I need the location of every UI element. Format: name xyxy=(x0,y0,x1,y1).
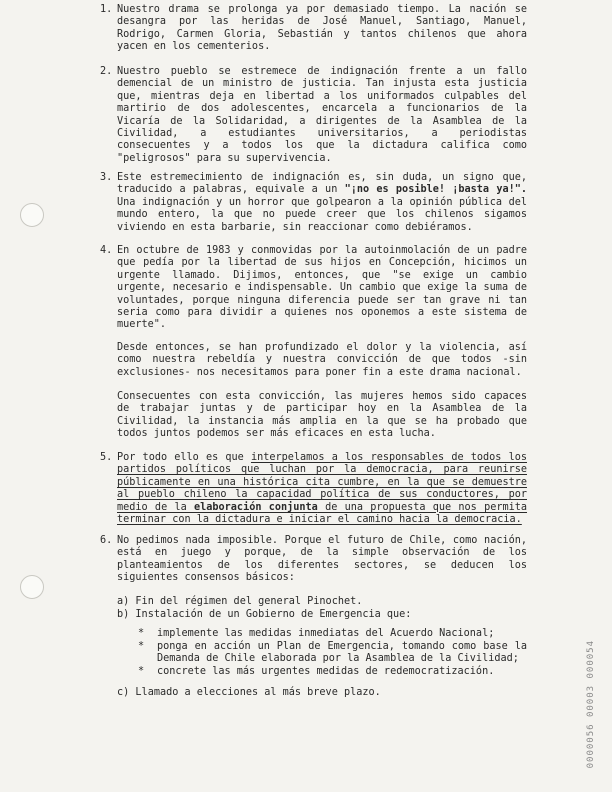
bullet-star-1: * xyxy=(138,628,145,639)
paragraph-3 xyxy=(117,172,527,234)
consenso-b-text: Instalación de un Gobierno de Emergencia que: xyxy=(135,609,412,620)
consenso-b-label: b) xyxy=(117,609,130,620)
paragraph-6: No pedimos nada imposible. Porque el futuro de Chile, como nación, está en juego y porque, de la simple observación de los planteamientos de los diferentes sectores, se deducen los siguientes consensos básicos: xyxy=(117,535,527,584)
bullet-star-2: * xyxy=(138,641,145,652)
paragraph-2: Nuestro pueblo se estremece de indignación frente a un fallo demencial de un ministro de justicia. Tan injusta esta justicia que, mientras deja en libertad a los uniformados culpables del martirio de dos adolescentes, encarcela a funcionarios de la Vicaría de la Solidaridad, a dirigentes de la Asamblea de la Civilidad, a estudiantes universitarios, a periodistas consecuentes y a todos los que la dictadura califica como "peligrosos" para su supervivencia. xyxy=(117,66,527,164)
paragraph-5-text-a: Por todo ello es que xyxy=(117,452,251,463)
consenso-c-text: Llamado a elecciones al más breve plazo. xyxy=(135,687,381,698)
item-number-3: 3. xyxy=(100,172,113,183)
paragraph-5 xyxy=(117,452,527,526)
consenso-b xyxy=(117,609,411,621)
consenso-a-text: Fin del régimen del general Pinochet. xyxy=(135,596,363,607)
paragraph-4b: Desde entonces, se han profundizado el dolor y la violencia, así como nuestra rebeldía y nuestra convicción de que todos -sin exclusiones- nos necesitamos para poner fin a este drama nacional. xyxy=(117,342,527,378)
bullet-1: implemente las medidas inmediatas del Acuerdo Nacional; xyxy=(157,628,495,639)
consenso-a xyxy=(117,596,362,608)
paragraph-4: En octubre de 1983 y conmovidas por la autoinmolación de un padre que pedía por la libertad de sus hijos en Concepción, hicimos un urgente llamado. Dijimos, entonces, que "se exige un cambio urgente, necesario e indispensable. Un cambio que exige la suma de voluntades, porque ninguna diferencia puede ser tan grave ni tan seria como para dividir a quienes nos oponemos a este sistema de muerte". xyxy=(117,245,527,331)
bullet-2: ponga en acción un Plan de Emergencia, tomando como base la Demanda de Chile elaborada por la Asamblea de la Civilidad; xyxy=(157,641,527,665)
bullet-star-3: * xyxy=(138,666,145,677)
paragraph-5-emphasis: elaboración conjunta xyxy=(194,501,318,513)
paragraph-3-text-a: Este estremecimiento de indignación es, sin duda, un signo que, traducido a palabras, equivale a un xyxy=(117,172,527,196)
paragraph-5-underlined-a: interpelamos a los responsables de todos los partidos políticos que luchan por la democracia, para reunirse públicamente en una histórica cita cumbre, en la que se demuestre al pueblo chileno la capacidad política de sus conductores, por medio de la xyxy=(117,452,527,513)
item-number-6: 6. xyxy=(100,535,113,546)
paragraph-5-underlined-b: de una propuesta que nos permita terminar con la dictadura e iniciar el camino hacia la democracia. xyxy=(117,501,528,526)
consenso-c xyxy=(117,687,381,699)
bullet-3: concrete las más urgentes medidas de redemocratización. xyxy=(157,666,495,677)
item-number-2: 2. xyxy=(100,66,113,77)
archive-code: 0000056 00003 000054 xyxy=(586,640,596,769)
consenso-a-label: a) xyxy=(117,596,130,607)
paragraph-4c: Consecuentes con esta convicción, las mujeres hemos sido capaces de trabajar juntas y de participar hoy en la Asamblea de la Civilidad, la instancia más amplia en la que se ha probado que todos juntos podemos ser más eficaces en esta lucha. xyxy=(117,391,527,440)
item-number-5: 5. xyxy=(100,452,113,463)
paragraph-3-emphasis: "¡no es posible! ¡basta ya!". xyxy=(344,184,527,196)
item-number-1: 1. xyxy=(100,4,113,15)
item-number-4: 4. xyxy=(100,245,113,256)
paragraph-1: Nuestro drama se prolonga ya por demasiado tiempo. La nación se desangra por las heridas de José Manuel, Santiago, Manuel, Rodrigo, Carmen Gloria, Sebastián y tantos chilenos que ahora yacen en los cementerios. xyxy=(117,4,527,53)
punch-hole-top xyxy=(20,203,44,227)
consenso-c-label: c) xyxy=(117,687,130,698)
paragraph-3-text-b: Una indignación y un horror que golpearon a la opinión pública del mundo entero, la que no puede creer que los chilenos sigamos viviendo en esta barbarie, sin reaccionar como debiéramos. xyxy=(117,196,527,233)
punch-hole-bottom xyxy=(20,575,44,599)
